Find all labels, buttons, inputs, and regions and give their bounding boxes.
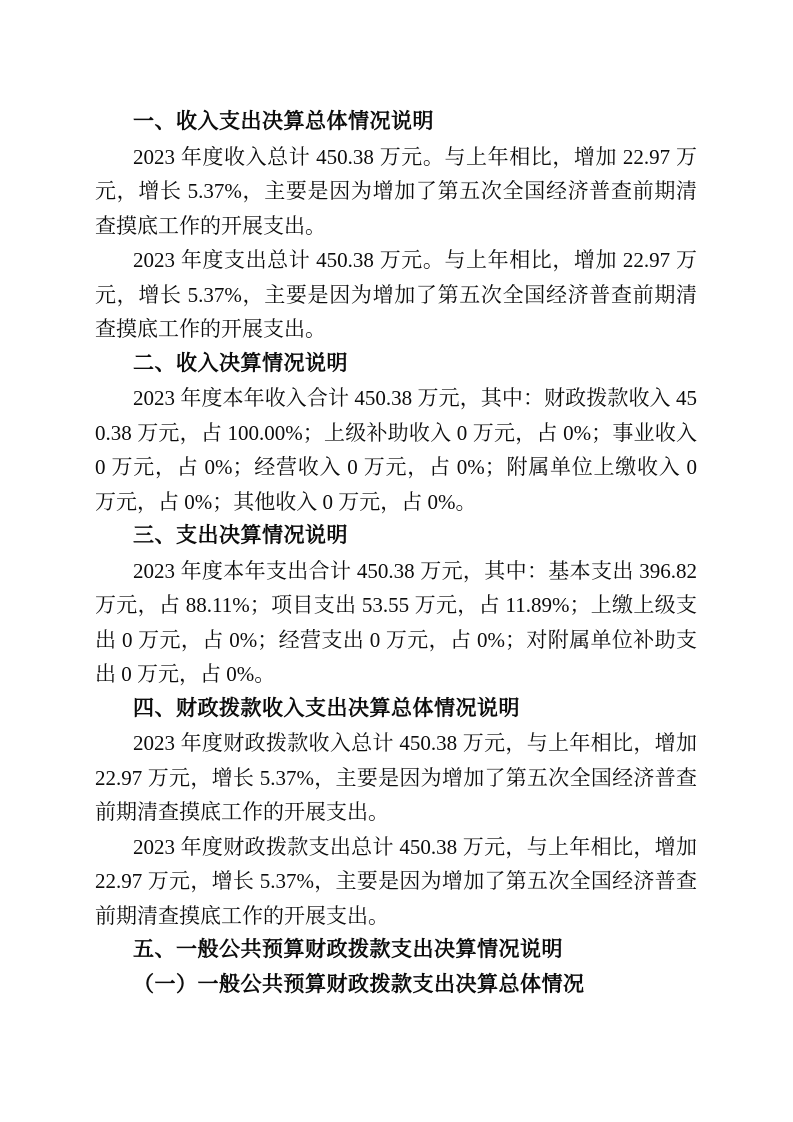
paragraph-fiscal-appropriation-income: 2023 年度财政拨款收入总计 450.38 万元，与上年相比，增加 22.97 万元，增长 5.37%，主要是因为增加了第五次全国经济普查前期清查摸底工作的开展支出。: [95, 731, 697, 824]
paragraph-total-expenditure-2023: 2023 年度支出总计 450.38 万元。与上年相比，增加 22.97 万元，增长 5.37%，主要是因为增加了第五次全国经济普查前期清查摸底工作的开展支出。: [95, 248, 697, 341]
paragraph-total-income-2023: 2023 年度收入总计 450.38 万元。与上年相比，增加 22.97 万元，增长 5.37%，主要是因为增加了第五次全国经济普查前期清查摸底工作的开展支出。: [95, 144, 697, 238]
section-2-heading-income-accounts: 二、收入决算情况说明: [133, 351, 348, 375]
paragraph-expenditure-breakdown: 2023 年度本年支出合计 450.38 万元，其中：基本支出 396.82 万元，占 88.11%；项目支出 53.55 万元，占 11.89%；上缴上级支出 0 万元，占 0%；经营支出 0 万元，占 0%；对附属单位补助支出 0 万元，占 0%。: [95, 558, 697, 686]
section-3-heading-expenditure-accounts: 三、支出决算情况说明: [133, 524, 348, 547]
paragraph-fiscal-appropriation-expenditure: 2023 年度财政拨款支出总计 450.38 万元，与上年相比，增加 22.97 万元，增长 5.37%，主要是因为增加了第五次全国经济普查前期清查摸底工作的开展支出。: [95, 834, 697, 928]
section-5-1-subheading-general-public-budget-overall: （一）一般公共预算财政拨款支出决算总体情况: [133, 972, 585, 996]
section-5-heading-general-public-budget-expenditure: 五、一般公共预算财政拨款支出决算情况说明: [133, 938, 563, 961]
section-4-heading-fiscal-appropriation-overview: 四、财政拨款收入支出决算总体情况说明: [133, 696, 520, 720]
paragraph-income-breakdown: 2023 年度本年收入合计 450.38 万元，其中：财政拨款收入 450.38 万元，占 100.00%；上级补助收入 0 万元，占 0%；事业收入 0 万元，占 0%；经营收入 0 万元，占 0%；附属单位上缴收入 0 万元，占 0%；其他收入 0 万元，占 0%。: [95, 386, 697, 514]
section-1-heading-income-expenditure-overview: 一、收入支出决算总体情况说明: [133, 110, 434, 133]
